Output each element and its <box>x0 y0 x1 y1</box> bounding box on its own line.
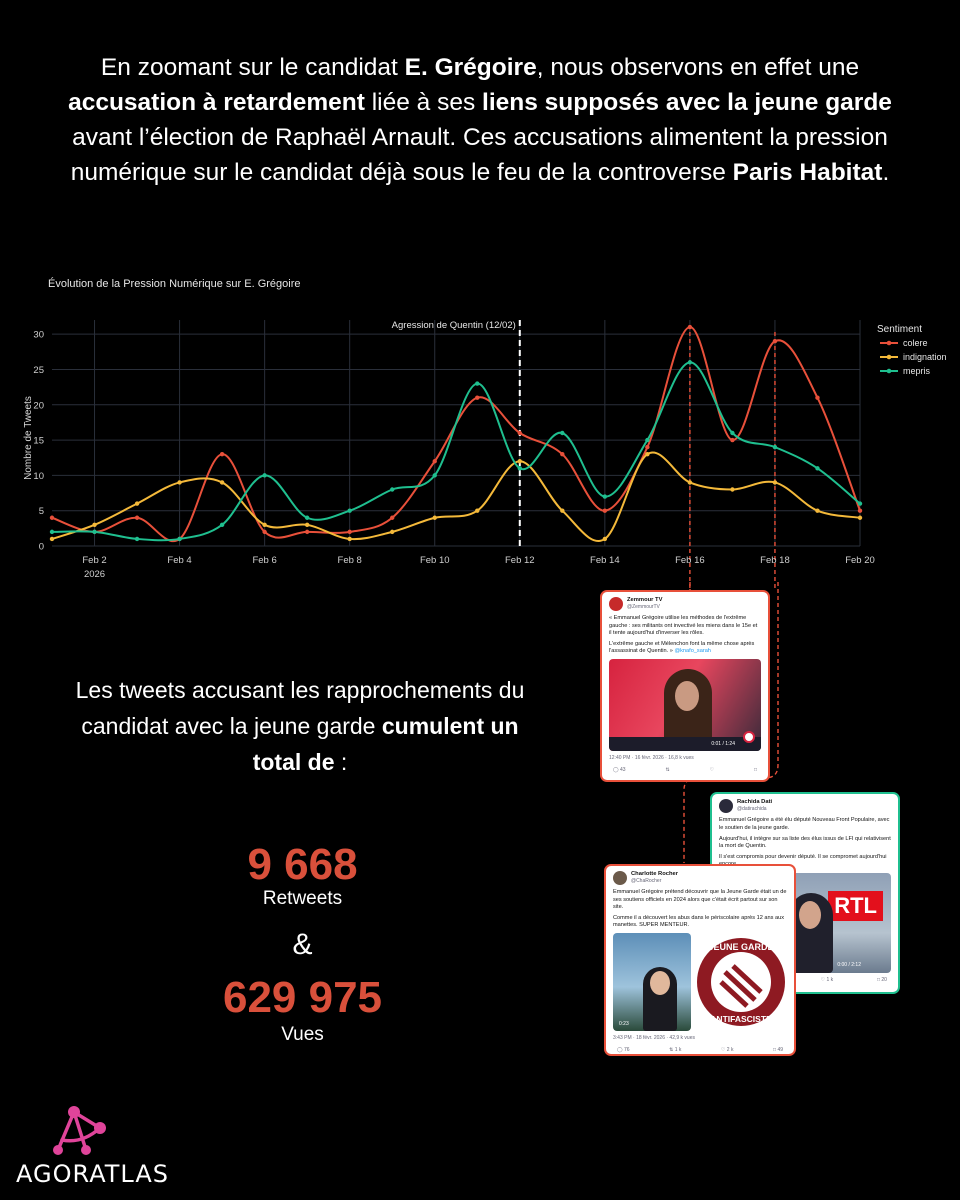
y-tick-label: 15 <box>33 435 44 447</box>
intro-paragraph <box>40 50 920 190</box>
legend-label: mepris <box>903 366 931 376</box>
views-label: Vues <box>281 1024 324 1045</box>
data-point-indignation <box>50 537 54 541</box>
data-point-mepris <box>858 501 862 505</box>
data-point-colere <box>645 445 649 449</box>
data-point-mepris <box>645 438 649 442</box>
rtl-logo-text: RTL <box>834 892 877 918</box>
data-point-indignation <box>475 508 479 512</box>
data-point-colere <box>815 395 819 399</box>
y-tick-label: 20 <box>33 400 44 412</box>
y-tick-label: 0 <box>38 541 44 553</box>
x-tick-label: Feb 8 <box>337 555 362 566</box>
tweet-author: Rachida Dati <box>737 799 773 805</box>
data-point-colere <box>135 516 139 520</box>
tweet-meta: 12:40 PM · 16 févr. 2026 · 16,8 k vues <box>609 755 694 762</box>
tweet-text: Emmanuel Grégoire prétend découvrir que la Jeune Garde était un de ses soutiens officiels en 2024 alors que c'était écrit partout sur son site. <box>613 889 787 910</box>
video-desk <box>609 737 761 751</box>
data-point-mepris <box>390 487 394 491</box>
tweet-text: Aujourd'hui, il intègre sur sa liste des élus issus de LFI qui relativisent la mort de Quentin. <box>719 835 891 850</box>
data-point-colere <box>730 438 734 442</box>
data-point-indignation <box>433 516 437 520</box>
tweet-handle: @datirachida <box>737 806 767 813</box>
tweet-actions <box>613 1047 787 1054</box>
video-time: 0:00 / 2:12 <box>837 962 861 969</box>
bookmark-count: 49 <box>777 1046 783 1053</box>
data-point-colere <box>390 516 394 520</box>
retweets-value: 9 668 <box>247 840 358 889</box>
avatar <box>609 597 623 611</box>
like-count: 1 k <box>826 976 834 983</box>
legend-title: Sentiment <box>877 324 923 335</box>
data-point-mepris <box>730 431 734 435</box>
data-point-mepris <box>815 466 819 470</box>
tweet-text <box>609 641 761 655</box>
x-axis <box>82 555 874 580</box>
video-presenter-face <box>799 901 821 929</box>
data-point-indignation <box>518 459 522 463</box>
data-point-indignation <box>688 480 692 484</box>
intro-bold: Paris Habitat <box>732 159 883 186</box>
data-point-indignation <box>560 508 564 512</box>
chart-title: Évolution de la Pression Numérique sur E. Grégoire <box>48 278 301 290</box>
series-line-mepris <box>52 362 860 540</box>
data-point-indignation <box>603 537 607 541</box>
data-point-indignation <box>730 487 734 491</box>
tweet-text: Emmanuel Grégoire a été élu député Nouveau Front Populaire, avec le soutien de la jeune garde. <box>719 817 890 831</box>
reply-icon[interactable]: ◯ 43 <box>613 766 626 773</box>
like-icon[interactable]: ♡ 1 k <box>820 976 834 983</box>
data-point-colere <box>433 459 437 463</box>
x-tick-label: Feb 10 <box>419 555 450 566</box>
annotation-label: Agression de Quentin (12/02) <box>391 320 516 331</box>
y-tick-label: 30 <box>33 329 44 341</box>
data-point-indignation <box>177 480 181 484</box>
data-point-colere <box>262 530 266 534</box>
reply-count: 43 <box>620 766 626 773</box>
reply-count: 76 <box>624 1046 630 1053</box>
intro-bold: E. Grégoire <box>404 54 537 81</box>
x-tick-label: Feb 16 <box>675 555 705 566</box>
x-tick-label: Feb 14 <box>590 555 620 566</box>
y-tick-label: 25 <box>33 364 44 376</box>
data-point-colere <box>50 516 54 520</box>
video-time: 0:01 / 1:24 <box>711 741 735 748</box>
tweet-handle: @ZemmourTV <box>627 604 660 611</box>
grid <box>52 320 860 546</box>
data-point-indignation <box>262 523 266 527</box>
tweet-video[interactable] <box>609 659 761 751</box>
series-lines <box>50 325 862 541</box>
jeune-garde-badge <box>695 936 787 1028</box>
legend-label: indignation <box>903 352 947 362</box>
data-point-indignation <box>858 516 862 520</box>
data-point-mepris <box>433 473 437 477</box>
y-tick-label: 10 <box>33 470 44 482</box>
bookmark-icon[interactable]: □ 20 <box>876 976 887 983</box>
tweet-text-part: L'extrême gauche et Mélenchon font la même chose après l'assassinat de Quentin. » <box>609 641 755 655</box>
summary-text <box>60 672 540 780</box>
retweet-icon[interactable]: ⇅ 1 k <box>669 1046 682 1053</box>
legend <box>877 324 947 376</box>
legend-marker <box>887 355 892 360</box>
annotations <box>392 320 775 590</box>
badge-text-bottom: ANTIFASCISTE <box>710 1014 772 1025</box>
data-point-mepris <box>305 516 309 520</box>
tweet-actions <box>609 767 761 774</box>
data-point-colere <box>688 325 692 329</box>
data-point-mepris <box>688 360 692 364</box>
jeune-garde-logo <box>695 933 787 1031</box>
data-point-colere <box>518 431 522 435</box>
tweet-handle: @ChaRocher <box>631 878 662 885</box>
x-tick-sublabel: 2026 <box>83 569 106 580</box>
legend-marker <box>887 369 892 374</box>
intro-bold: liens supposés avec la jeune garde <box>482 89 892 116</box>
like-icon[interactable]: ♡ 2 k <box>720 1046 734 1053</box>
summary-bold: cumulent un total de <box>252 713 519 775</box>
tweet-text: Comme il a découvert les abus dans le périscolaire après 12 ans aux manettes. SUPER MENTEUR. <box>613 915 785 929</box>
data-point-mepris <box>92 530 96 534</box>
retweets-label: Retweets <box>262 888 343 909</box>
data-point-colere <box>475 395 479 399</box>
data-point-mepris <box>220 523 224 527</box>
bookmark-icon[interactable]: □ 49 <box>773 1046 783 1053</box>
x-tick-label: Feb 4 <box>167 555 192 566</box>
x-tick-label: Feb 18 <box>760 555 790 566</box>
badge-text-top: JEUNE GARDE <box>708 942 774 953</box>
data-point-colere <box>220 452 224 456</box>
avatar <box>719 799 733 813</box>
brand-name: AGORATLAS <box>16 1160 169 1188</box>
legend-label: colere <box>903 338 928 348</box>
intro-text: , nous observons en effet une <box>536 54 860 81</box>
data-point-indignation <box>390 530 394 534</box>
tweet-video[interactable] <box>613 933 691 1031</box>
y-axis-label: Nombre de Tweets <box>23 396 34 480</box>
data-point-colere <box>603 508 607 512</box>
data-point-indignation <box>220 480 224 484</box>
data-point-colere <box>347 530 351 534</box>
summary-part: : <box>334 749 348 775</box>
x-tick-label: Feb 20 <box>845 555 875 566</box>
data-point-mepris <box>773 445 777 449</box>
retweet-count: 1 k <box>674 1046 682 1053</box>
tweet-text: Il s'est compromis pour devenir député. Il se compromet aujourd'hui <box>719 854 887 861</box>
tweet-card-zemmour[interactable] <box>600 590 770 782</box>
tweet-card-rocher[interactable] <box>604 864 796 1056</box>
rtl-logo <box>828 891 883 921</box>
pressure-line-chart <box>0 260 960 590</box>
intro-text: En zoomant sur le candidat <box>100 54 405 81</box>
bookmark-icon[interactable]: □ <box>753 766 757 773</box>
ampersand: & <box>292 928 313 961</box>
x-tick-label: Feb 12 <box>505 555 535 566</box>
data-point-colere <box>560 452 564 456</box>
data-point-mepris <box>262 473 266 477</box>
data-point-mepris <box>475 381 479 385</box>
tweet-meta: 3:43 PM · 18 févr. 2026 · 42,9 k vues <box>613 1035 695 1042</box>
legend-marker <box>887 341 892 346</box>
data-point-indignation <box>347 537 351 541</box>
y-tick-label: 5 <box>38 506 44 518</box>
data-point-colere <box>305 530 309 534</box>
data-point-mepris <box>518 466 522 470</box>
bookmark-count: 20 <box>881 976 887 983</box>
data-point-mepris <box>50 530 54 534</box>
data-point-indignation <box>305 523 309 527</box>
data-point-colere <box>773 339 777 343</box>
x-tick-label: Feb 6 <box>252 555 277 566</box>
series-line-colere <box>52 327 860 541</box>
data-point-mepris <box>177 537 181 541</box>
intro-text: . <box>882 159 890 186</box>
x-tick-label: Feb 2 <box>82 555 107 566</box>
data-point-colere <box>858 508 862 512</box>
summary-part: Les tweets accusant les rapprochements du candidat avec la jeune garde <box>75 677 525 739</box>
agoratlas-logo-icon <box>48 1100 118 1160</box>
tweet-author: Zemmour TV <box>627 597 663 603</box>
like-count: 2 k <box>726 1046 734 1053</box>
intro-text: avant l’élection de Raphaël Arnault. Ces accusations alimentent la pression numérique sur le candidat déjà sous le feu de la controverse <box>70 124 888 186</box>
views-value: 629 975 <box>222 973 383 1022</box>
mention-link[interactable]: @knafo_sarah <box>674 648 711 655</box>
series-line-indignation <box>52 452 860 541</box>
reply-icon[interactable]: ◯ 76 <box>617 1046 630 1053</box>
intro-text: liée à ses <box>364 89 483 116</box>
data-point-indignation <box>135 501 139 505</box>
data-point-mepris <box>347 508 351 512</box>
data-point-mepris <box>603 494 607 498</box>
data-point-mepris <box>135 537 139 541</box>
avatar <box>613 871 627 885</box>
tweet-author: Charlotte Rocher <box>631 871 679 877</box>
data-point-indignation <box>815 508 819 512</box>
data-point-indignation <box>92 523 96 527</box>
y-axis <box>33 330 44 553</box>
retweet-icon[interactable]: ⇅ <box>665 766 670 773</box>
tweet-text: « Emmanuel Grégoire utilise les méthodes de l'extrême gauche : ses militants ont invectivé les miens dans le 15e et il tente aujourd'hui d'inverser les rôles. <box>609 615 758 636</box>
like-icon[interactable]: ♡ <box>709 766 715 773</box>
data-point-mepris <box>560 431 564 435</box>
intro-bold: accusation à retardement <box>68 89 365 116</box>
video-time: 0:23 <box>619 1021 629 1028</box>
data-point-indignation <box>645 452 649 456</box>
data-point-indignation <box>773 480 777 484</box>
